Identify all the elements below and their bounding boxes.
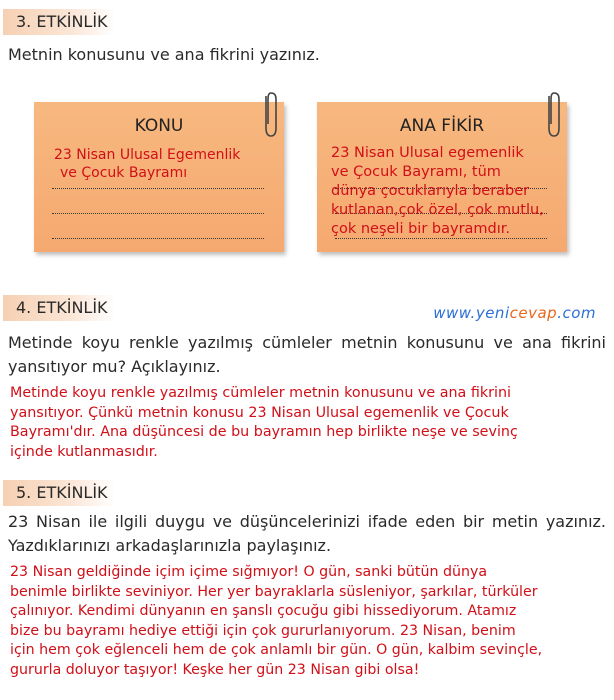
activity3-header: 3. ETKİNLİK: [3, 9, 116, 35]
activity4-answer-line: Bayramı'dır. Ana düşüncesi de bu bayramın hep birlikte neşe ve sevinç: [10, 424, 518, 440]
watermark-suffix: .com: [557, 304, 596, 322]
konu-answer: [54, 146, 240, 182]
ana-fikir-answer-line: çok neşeli bir bayramdır.: [331, 221, 511, 237]
activity3-question: Metnin konusunu ve ana fikrini yazınız.: [8, 45, 320, 64]
activity5-answer: [10, 563, 606, 680]
activity5-question: 23 Nisan ile ilgili duygu ve düşüncelerinizi ifade eden bir metin yazınız. Yazdıklarınızı arkadaşlarınızla paylaşınız.: [8, 512, 606, 555]
ana-fikir-answer-line: dünya çocuklarıyla beraber: [331, 183, 530, 199]
watermark-brand-b: cevap: [509, 304, 558, 322]
activity4-answer-line: Metinde koyu renkle yazılmış cümleler metnin konusunu ve ana fikrini: [10, 385, 512, 401]
activity5-answer-line: bize bu bayramı hediye ettiği için çok gururlanıyorum. 23 Nisan, benim: [10, 622, 516, 639]
konu-card: [34, 102, 284, 252]
activity4-answer-line: yansıtıyor. Çünkü metnin konusu 23 Nisan Ulusal egemenlik ve Çocuk: [10, 404, 509, 421]
watermark: [433, 304, 596, 322]
activity5-answer-line: benimle birlikte seviniyor. Her yer bayraklarla süsleniyor, şarkılar, türküler: [10, 583, 538, 600]
ana-fikir-answer: [331, 144, 544, 239]
paperclip-icon: [260, 90, 280, 140]
activity5-answer-line: 23 Nisan geldiğinde içim içime sığmıyor! O gün, sanki bütün dünya: [10, 564, 488, 580]
watermark-brand-a: yeni: [475, 304, 510, 322]
ana-fikir-answer-line: 23 Nisan Ulusal egemenlik: [331, 145, 524, 161]
dotted-line: [52, 188, 264, 189]
konu-answer-line: 23 Nisan Ulusal Egemenlik: [54, 147, 241, 163]
konu-answer-line: ve Çocuk Bayramı: [60, 165, 188, 181]
dotted-line: [52, 213, 264, 214]
activity5-answer-line: çalınıyor. Kendimi dünyanın en şanslı çocuğu gibi hissediyorum. Atamız: [10, 603, 517, 619]
activity4-answer-line: içinde kutlanmasıdır.: [10, 443, 158, 460]
activity4-header: 4. ETKİNLİK: [3, 295, 116, 321]
activity5-answer-line: gururla doluyor taşıyor! Keşke her gün 23 Nisan gibi olsa!: [10, 661, 420, 678]
paperclip-icon: [543, 90, 563, 140]
activity5-answer-line: için hem çok eğlenceli hem de çok anlamlı bir gün. O gün, kalbim sevinçle,: [10, 642, 543, 658]
ana-fikir-answer-line: kutlanan,çok özel, çok mutlu,: [331, 202, 544, 218]
ana-fikir-title: ANA FİKİR: [399, 116, 485, 136]
konu-title: KONU: [134, 116, 184, 136]
ana-fikir-answer-line: ve Çocuk Bayramı, tüm: [331, 164, 501, 180]
dotted-line: [52, 238, 264, 239]
watermark-prefix: www.: [433, 304, 476, 322]
activity5-header: 5. ETKİNLİK: [3, 480, 116, 506]
activity4-question: Metinde koyu renkle yazılmış cümleler metnin konusunu ve ana fikrini yansıtıyor mu? Açıklayınız.: [8, 333, 606, 376]
ana-fikir-card: [317, 102, 567, 252]
activity4-answer: [10, 384, 606, 462]
